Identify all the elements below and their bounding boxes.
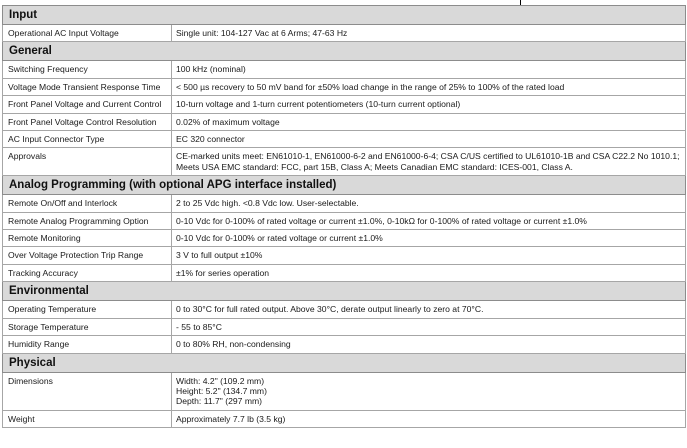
table-row — [3, 25, 686, 42]
spec-value — [172, 25, 686, 42]
section-header — [3, 6, 686, 25]
table-row — [3, 318, 686, 335]
table-row — [3, 410, 686, 427]
table-row — [3, 78, 686, 95]
spec-value-line: EC 320 connector — [176, 134, 245, 145]
section-title: Environmental — [3, 282, 686, 301]
section-header — [3, 353, 686, 372]
table-row — [3, 212, 686, 229]
spec-label: Front Panel Voltage and Current Control — [3, 96, 172, 113]
spec-value-line: ±1% for series operation — [176, 267, 270, 278]
table-row — [3, 131, 686, 148]
table-row — [3, 247, 686, 264]
spec-value — [172, 301, 686, 318]
spec-value-line: Depth: 11.7" (297 mm) — [176, 396, 262, 407]
spec-value — [172, 131, 686, 148]
table-row — [3, 61, 686, 78]
spec-value — [172, 230, 686, 247]
spec-value — [172, 78, 686, 95]
spec-value — [172, 372, 686, 410]
spec-value-line: 0-10 Vdc for 0-100% or rated voltage or current ±1.0% — [176, 233, 383, 244]
table-row — [3, 148, 686, 176]
section-header — [3, 42, 686, 61]
spec-table — [2, 5, 686, 428]
spec-value-line: < 500 µs recovery to 50 mV band for ±50% load change in the range of 25% to 100% of the rated load — [176, 81, 565, 92]
spec-value-line: Single unit: 104-127 Vac at 6 Arms; 47-63 Hz — [176, 28, 348, 38]
spec-value — [172, 336, 686, 353]
spec-label: Operational AC Input Voltage — [3, 25, 172, 42]
spec-value-line: Meets USA EMC standard: FCC, part 15B, Class A; Meets Canadian EMC standard: ICES-001, Class A. — [176, 161, 573, 172]
table-row — [3, 195, 686, 212]
spec-label: Operating Temperature — [3, 301, 172, 318]
spec-value-line: 3 V to full output ±10% — [176, 250, 263, 261]
spec-value-line: 0.02% of maximum voltage — [176, 116, 280, 127]
spec-value-line: CE-marked units meet: EN61010-1, EN61000-6-2 and EN61000-6-4; CSA C/US certified to UL61010-1B and CSA C22.2 No 1010.1; — [176, 151, 680, 162]
spec-value — [172, 264, 686, 281]
spec-label: Remote Monitoring — [3, 230, 172, 247]
section-title: Analog Programming (with optional APG interface installed) — [3, 176, 686, 195]
spec-label: Remote Analog Programming Option — [3, 212, 172, 229]
table-row — [3, 301, 686, 318]
table-row — [3, 336, 686, 353]
table-row — [3, 113, 686, 130]
spec-label: Front Panel Voltage Control Resolution — [3, 113, 172, 130]
section-title: Physical — [3, 353, 686, 372]
section-title: General — [3, 42, 686, 61]
spec-value — [172, 410, 686, 427]
spec-value-line: Width: 4.2" (109.2 mm) — [176, 375, 265, 386]
spec-value-line: Height: 5.2" (134.7 mm) — [176, 385, 267, 396]
spec-label: Weight — [3, 410, 172, 427]
spec-value — [172, 247, 686, 264]
section-header — [3, 282, 686, 301]
spec-value — [172, 61, 686, 78]
spec-value-line: 0-10 Vdc for 0-100% of rated voltage or current ±1.0%, 0-10kΩ for 0-100% of rated voltage or current ±1.0% — [176, 215, 587, 226]
spec-value — [172, 96, 686, 113]
spec-label: Switching Frequency — [3, 61, 172, 78]
spec-label: Storage Temperature — [3, 318, 172, 335]
spec-value-line: 100 kHz (nominal) — [176, 64, 246, 75]
table-row — [3, 372, 686, 410]
spec-value-line: 0 to 80% RH, non-condensing — [176, 339, 291, 350]
spec-value-line: Approximately 7.7 lb (3.5 kg) — [176, 413, 286, 424]
spec-value-line: 2 to 25 Vdc high. <0.8 Vdc low. User-selectable. — [176, 198, 359, 209]
table-row — [3, 264, 686, 281]
table-row — [3, 96, 686, 113]
spec-label: Tracking Accuracy — [3, 264, 172, 281]
spec-label: Remote On/Off and Interlock — [3, 195, 172, 212]
spec-label: Voltage Mode Transient Response Time — [3, 78, 172, 95]
spec-label: Humidity Range — [3, 336, 172, 353]
section-header — [3, 176, 686, 195]
spec-label: Approvals — [3, 148, 172, 176]
spec-value — [172, 212, 686, 229]
spec-label: Over Voltage Protection Trip Range — [3, 247, 172, 264]
spec-value — [172, 195, 686, 212]
spec-value-line: 0 to 30°C for full rated output. Above 30°C, derate output linearly to zero at 70°C. — [176, 304, 484, 315]
spec-label: Dimensions — [3, 372, 172, 410]
spec-value — [172, 148, 686, 176]
spec-label: AC Input Connector Type — [3, 131, 172, 148]
spec-value — [172, 318, 686, 335]
table-row — [3, 230, 686, 247]
section-title: Input — [3, 6, 686, 25]
spec-value-line: - 55 to 85°C — [176, 321, 222, 332]
spec-value — [172, 113, 686, 130]
spec-value-line: 10-turn voltage and 1-turn current potentiometers (10-turn current optional) — [176, 99, 461, 110]
